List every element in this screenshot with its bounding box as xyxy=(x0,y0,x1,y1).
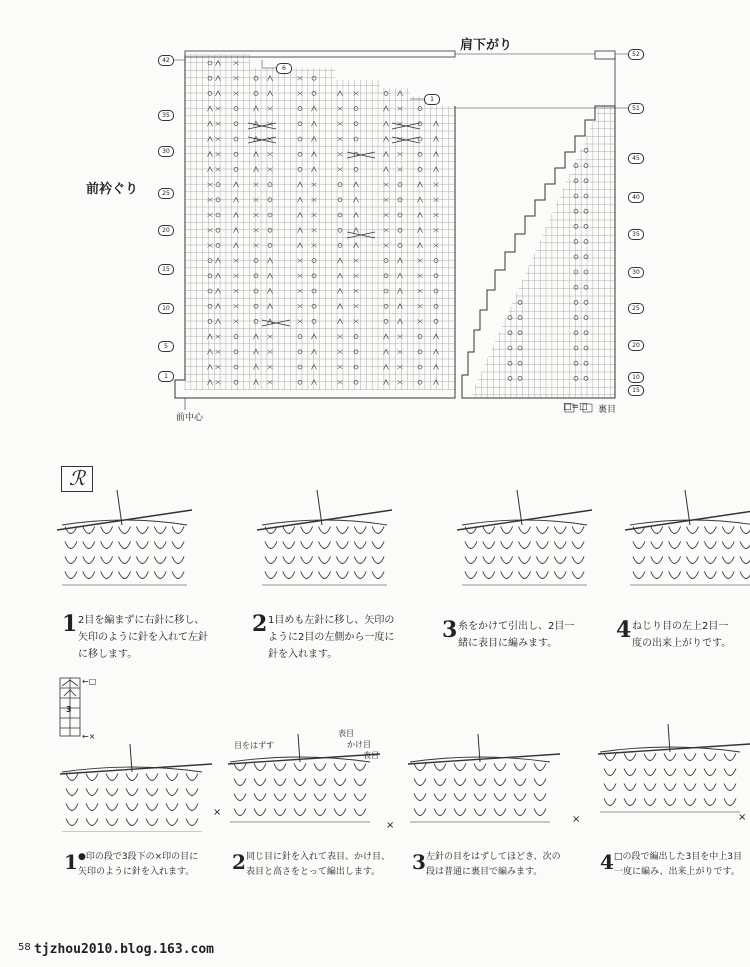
left-chart-grid xyxy=(185,55,456,391)
mini-diagram-number: 3 xyxy=(66,705,72,714)
front-center-label: 前中心 xyxy=(176,413,204,423)
section1-illustrations xyxy=(0,485,750,610)
pointer-mark: 6 xyxy=(276,63,292,74)
step-number: 1 xyxy=(64,850,78,874)
row-mark-right: 45 xyxy=(628,153,644,164)
legend-symbol: □=□ xyxy=(563,402,588,412)
row-mark-right: 40 xyxy=(628,192,644,203)
row-mark-right: 52 xyxy=(628,49,644,60)
row-mark-left: 15 xyxy=(158,264,174,275)
row-mark-left: 25 xyxy=(158,188,174,199)
page-number: 58 xyxy=(18,942,31,953)
row-mark-right: 20 xyxy=(628,340,644,351)
row-mark-left: 42 xyxy=(158,55,174,66)
step-number: 1 xyxy=(62,611,78,637)
mini-diagram-label: ←□ xyxy=(82,677,97,686)
front-neckline-label: 前衿ぐり xyxy=(86,182,139,197)
symbol-box: ℛ xyxy=(61,466,93,492)
step-number: 2 xyxy=(232,850,246,874)
x-mark: × xyxy=(572,814,581,825)
legend-text: 裏目 xyxy=(598,405,617,415)
pointer-mark: 1 xyxy=(424,94,440,105)
watermark: tjzhou2010.blog.163.com xyxy=(34,942,215,957)
callout-label: 表目 xyxy=(338,729,354,738)
step-text: 2目を編まずに右針に移し、 矢印のように針を入れて左針 に移します。 xyxy=(78,615,208,660)
row-mark-right: 10 xyxy=(628,372,644,383)
step-text: 左針の目をはずしてほどき、次の 段は普通に裏目で編みます。 xyxy=(426,852,561,877)
row-mark-left: 35 xyxy=(158,110,174,121)
row-mark-right: 51 xyxy=(628,103,644,114)
callout-label: かけ目 xyxy=(347,740,371,749)
row-mark-right: 35 xyxy=(628,229,644,240)
step-text: 1目めも左針に移し、矢印の ように2目の左側から一度に 針を入れます。 xyxy=(268,615,395,660)
row-mark-left: 10 xyxy=(158,303,174,314)
right-chart-grid xyxy=(470,106,615,398)
shoulder-slope-label: 肩下がり xyxy=(460,38,513,53)
x-mark: × xyxy=(213,807,222,818)
row-mark-left: 30 xyxy=(158,146,174,157)
step-number: 4 xyxy=(616,617,632,643)
chart-outline xyxy=(172,51,628,412)
callout-label: 表目 xyxy=(363,751,379,760)
step-text: ●印の段で3段下の×印の目に 矢印のように針を入れます。 xyxy=(78,852,199,877)
row-mark-left: 5 xyxy=(158,341,174,352)
row-mark-left: 1 xyxy=(158,371,174,382)
step-text: 同じ目に針を入れて表目、かけ目、 表目と高さをとって編出します。 xyxy=(246,852,391,877)
step-text: □の段で編出した3目を中上3目 一度に編み、出来上がりです。 xyxy=(614,852,742,877)
knitting-chart xyxy=(0,0,750,430)
row-mark-right: 15 xyxy=(628,385,644,396)
step-number: 2 xyxy=(252,611,268,637)
callout-label: 目をはずす xyxy=(234,741,274,750)
x-mark: × xyxy=(386,820,395,831)
step-number: 3 xyxy=(442,617,458,643)
x-mark: × xyxy=(738,812,747,823)
row-mark-left: 20 xyxy=(158,225,174,236)
step-text: 糸をかけて引出し、2目一 緒に表目に編みます。 xyxy=(458,621,575,649)
section2-illustrations xyxy=(0,722,750,832)
step-text: ねじり目の左上2目一 度の出来上がりです。 xyxy=(632,621,732,649)
step-number: 3 xyxy=(412,850,426,874)
mini-diagram-label: ←× xyxy=(82,732,96,741)
row-mark-right: 30 xyxy=(628,267,644,278)
step-number: 4 xyxy=(600,850,614,874)
row-mark-right: 25 xyxy=(628,303,644,314)
